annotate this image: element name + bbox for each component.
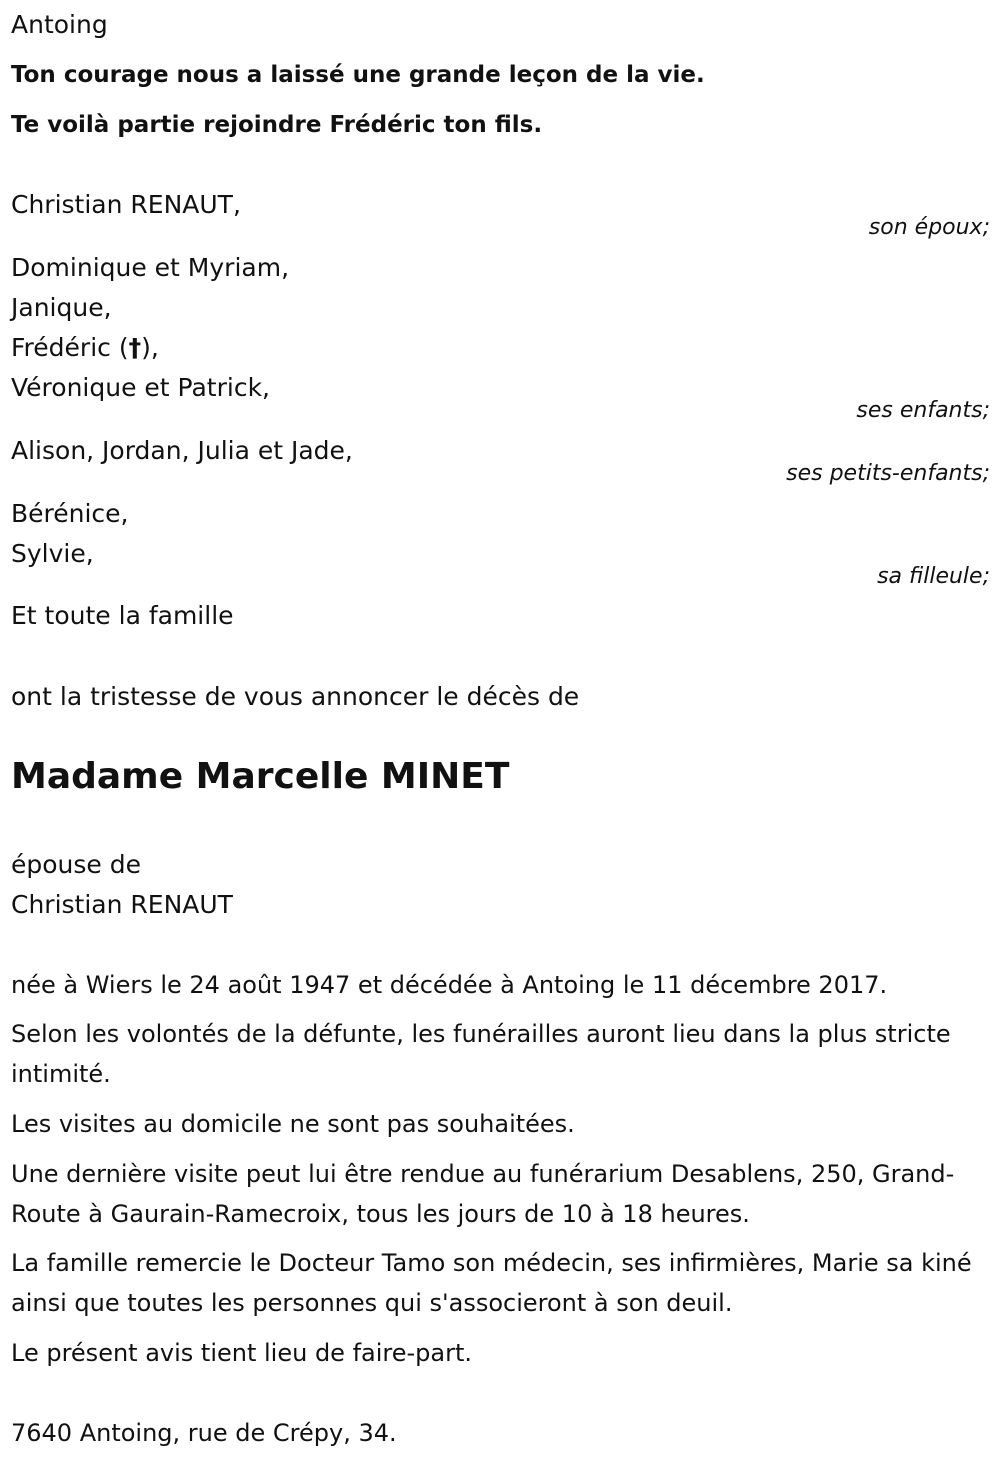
place-heading: Antoing (11, 10, 108, 39)
deceased-name: Madame Marcelle MINET (11, 756, 510, 797)
address: 7640 Antoing, rue de Crépy, 34. (11, 1419, 397, 1447)
child-3 (11, 333, 159, 363)
thanks-info: La famille remercie le Docteur Tamo son médecin, ses infirmières, Marie sa kiné ainsi que toutes les personnes qui s'associeront à son deuil. (11, 1249, 972, 1317)
birth-death-info: née à Wiers le 24 août 1947 et décédée à Antoing le 11 décembre 2017. (11, 971, 888, 999)
obituary-notice (11, 0, 990, 1467)
children-relation: ses enfants; (856, 398, 990, 423)
cross-icon: † (128, 333, 142, 362)
announcement-text: ont la tristesse de vous annoncer le décès de (11, 682, 580, 711)
notice-info: Le présent avis tient lieu de faire-part. (11, 1339, 473, 1367)
child-3-name: Frédéric ( (11, 333, 129, 362)
child-1: Dominique et Myriam, (11, 253, 290, 282)
child-2: Janique, (11, 293, 112, 322)
rest-of-family: Et toute la famille (11, 601, 234, 630)
other-relative-1: Bérénice, (11, 499, 129, 528)
deceased-spouse-name: Christian RENAUT (11, 890, 233, 919)
child-3-suffix: ), (141, 333, 159, 362)
visits-info: Les visites au domicile ne sont pas souhaitées. (11, 1110, 575, 1138)
spouse-name: Christian RENAUT, (11, 190, 241, 219)
spouse-label: épouse de (11, 850, 141, 879)
quote-line-2: Te voilà partie rejoindre Frédéric ton fils. (11, 112, 543, 138)
quote-line-1: Ton courage nous a laissé une grande leçon de la vie. (11, 62, 705, 88)
spouse-relation: son époux; (868, 215, 990, 240)
other-relative-2: Sylvie, (11, 539, 94, 568)
others-relation: sa filleule; (877, 564, 990, 589)
child-4: Véronique et Patrick, (11, 373, 270, 402)
grandchildren-relation: ses petits-enfants; (786, 461, 990, 486)
last-visit-info: Une dernière visite peut lui être rendue au funérarium Desablens, 250, Grand-Route à Gaurain-Ramecroix, tous les jours de 10 à 18 heures. (11, 1160, 955, 1228)
grandchildren: Alison, Jordan, Julia et Jade, (11, 436, 353, 465)
funeral-info: Selon les volontés de la défunte, les funérailles auront lieu dans la plus stricte intimité. (11, 1020, 951, 1088)
